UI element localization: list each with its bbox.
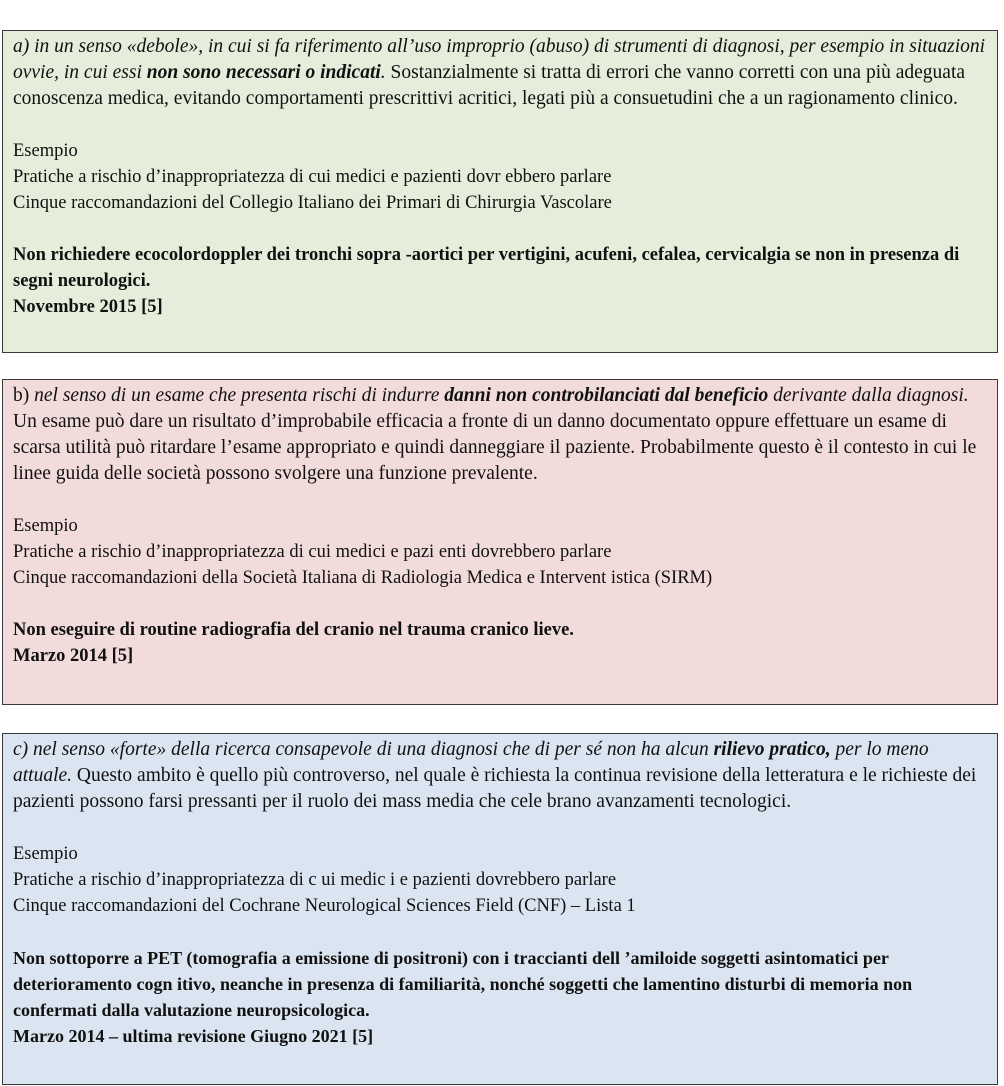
box-b-example-label: Esempio xyxy=(13,516,78,536)
box-c-body: Questo ambito è quello più controverso, nel quale è richiesta la continua revisione della letteratura e le richieste dei pazienti possono farsi pressanti per il ruolo dei mass media che cele brano avanzamenti tecnologici. xyxy=(13,765,977,812)
box-a-example-label: Esempio xyxy=(13,141,78,161)
box-b-lead-italic-end: derivante dalla diagnosi. xyxy=(768,385,969,406)
box-b-recommendation: Non eseguire di routine radiografia del cranio nel trauma cranico lieve. xyxy=(13,620,574,640)
box-c-example-label: Esempio xyxy=(13,844,78,864)
box-c-recommendation: Non sottoporre a PET (tomografia a emissione di positroni) con i traccianti dell ’amiloide soggetti asintomatici per deterioramento cogn itivo, neanche in presenza di familiarità, nonché soggetti che lamentino disturbi di memoria non confermati dalla valutazione neuropsicologica. xyxy=(13,948,913,1020)
box-a-weak-sense xyxy=(2,30,998,353)
box-a-lead-italic: a) in un senso «debole», in cui si fa riferimento all’uso improprio (abuso) di strumenti di diagnosi, per esempio in situazioni ovvie, in cui essi xyxy=(13,36,986,83)
box-c-date: Marzo 2014 – ultima revisione Giugno 2021 [5] xyxy=(13,1026,374,1046)
box-a-body: Sostanzialmente si tratta di errori che vanno corretti con una più adeguata conoscenza medica, evitando comportamenti prescrittivi acritici, legati più a consuetudini che a un ragionamento clinico. xyxy=(13,62,966,109)
box-a-date: Novembre 2015 [5] xyxy=(13,297,163,317)
box-b-harm-sense xyxy=(2,379,998,705)
box-c-lead-emphasis: rilievo pratico, xyxy=(713,739,831,760)
box-c-strong-sense xyxy=(2,733,998,1085)
box-c-example-line1: Pratiche a rischio d’inappropriatezza di c ui medic i e pazienti dovrebbero parlare xyxy=(13,870,617,890)
box-b-date: Marzo 2014 [5] xyxy=(13,646,134,666)
box-a-example-line2: Cinque raccomandazioni del Collegio Italiano dei Primari di Chirurgia Vascolare xyxy=(13,193,612,213)
box-b-example-line1: Pratiche a rischio d’inappropriatezza di cui medici e pazi enti dovrebbero parlare xyxy=(13,542,612,562)
box-c-lead-paragraph xyxy=(13,737,987,815)
box-a-lead-paragraph xyxy=(13,34,987,112)
box-b-body: Un esame può dare un risultato d’improbabile efficacia a fronte di un danno documentato oppure effettuare un esame di scarsa utilità può ritardare l’esame appropriato e quindi danneggiare il paziente. Probabilmente questo è il contesto in cui le linee guida delle società possono svolgere una funzione prevalente. xyxy=(13,411,977,484)
box-b-lead-italic: nel senso di un esame che presenta rischi di indurre xyxy=(34,385,445,406)
box-c-lead-italic: c) nel senso «forte» della ricerca consapevole di una diagnosi che di per sé non ha alcun xyxy=(13,739,714,760)
box-a-lead-italic-end: . xyxy=(380,62,386,83)
box-b-lead-paragraph xyxy=(13,383,987,487)
box-c-example-line2: Cinque raccomandazioni del Cochrane Neurological Sciences Field (CNF) – Lista 1 xyxy=(13,896,636,916)
box-c-lead-italic-end: per lo meno attuale. xyxy=(13,739,929,786)
box-a-lead-emphasis: non sono necessari o indicati xyxy=(146,62,381,83)
box-b-example-line2: Cinque raccomandazioni della Società Italiana di Radiologia Medica e Intervent istica (SIRM) xyxy=(13,568,713,588)
box-b-lead-emphasis: danni non controbilanciati dal beneficio xyxy=(444,385,769,406)
box-a-example-line1: Pratiche a rischio d’inappropriatezza di cui medici e pazienti dovr ebbero parlare xyxy=(13,167,612,187)
box-b-prefix: b) xyxy=(13,385,35,406)
box-a-recommendation: Non richiedere ecocolordoppler dei tronchi sopra -aortici per vertigini, acufeni, cefalea, cervicalgia se non in presenza di segni neurologici. xyxy=(13,245,960,291)
